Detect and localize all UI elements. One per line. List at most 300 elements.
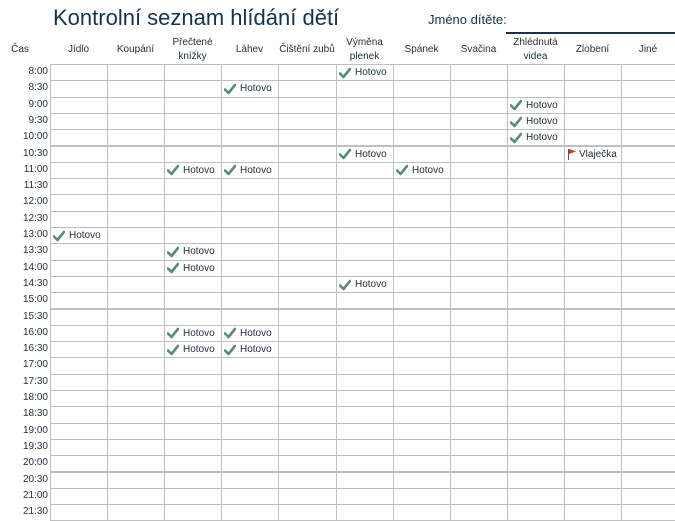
table-cell[interactable] <box>450 80 508 97</box>
table-cell[interactable] <box>564 243 622 260</box>
table-cell[interactable] <box>621 309 675 326</box>
table-cell[interactable] <box>278 390 337 407</box>
table-cell[interactable] <box>621 341 675 358</box>
table-cell[interactable] <box>221 162 279 179</box>
table-cell[interactable] <box>50 113 108 130</box>
table-cell[interactable] <box>164 439 222 456</box>
table-cell[interactable] <box>336 64 394 81</box>
table-cell[interactable] <box>621 162 675 179</box>
table-cell[interactable] <box>336 243 394 260</box>
table-cell[interactable] <box>450 390 508 407</box>
table-cell[interactable] <box>107 243 165 260</box>
table-cell[interactable] <box>221 472 279 489</box>
table-cell[interactable] <box>164 488 222 505</box>
table-cell[interactable] <box>336 97 394 114</box>
table-cell[interactable] <box>621 488 675 505</box>
table-cell[interactable] <box>107 439 165 456</box>
table-cell[interactable] <box>164 227 222 244</box>
table-cell[interactable] <box>393 80 451 97</box>
table-cell[interactable] <box>107 162 165 179</box>
table-cell[interactable] <box>450 113 508 130</box>
table-cell[interactable] <box>507 504 565 521</box>
table-cell[interactable] <box>621 276 675 293</box>
table-cell[interactable] <box>507 211 565 228</box>
table-cell[interactable] <box>221 455 279 472</box>
table-cell[interactable] <box>50 211 108 228</box>
table-cell[interactable] <box>336 406 394 423</box>
table-cell[interactable] <box>164 113 222 130</box>
table-cell[interactable] <box>393 178 451 195</box>
table-cell[interactable] <box>164 97 222 114</box>
table-cell[interactable] <box>164 455 222 472</box>
table-cell[interactable] <box>164 194 222 211</box>
table-cell[interactable] <box>450 309 508 326</box>
table-cell[interactable] <box>278 357 337 374</box>
table-cell[interactable] <box>450 243 508 260</box>
table-cell[interactable] <box>278 488 337 505</box>
table-cell[interactable] <box>450 341 508 358</box>
table-cell[interactable] <box>507 80 565 97</box>
table-cell[interactable] <box>564 129 622 146</box>
table-cell[interactable] <box>336 227 394 244</box>
table-cell[interactable] <box>278 146 337 163</box>
table-cell[interactable] <box>107 423 165 440</box>
table-cell[interactable] <box>393 162 451 179</box>
table-cell[interactable] <box>278 374 337 391</box>
table-cell[interactable] <box>50 64 108 81</box>
table-cell[interactable] <box>278 292 337 309</box>
table-cell[interactable] <box>107 227 165 244</box>
table-cell[interactable] <box>50 472 108 489</box>
table-cell[interactable] <box>164 325 222 342</box>
table-cell[interactable] <box>50 455 108 472</box>
table-cell[interactable] <box>164 309 222 326</box>
table-cell[interactable] <box>221 406 279 423</box>
table-cell[interactable] <box>507 113 565 130</box>
table-cell[interactable] <box>107 80 165 97</box>
table-cell[interactable] <box>50 309 108 326</box>
table-cell[interactable] <box>564 162 622 179</box>
table-cell[interactable] <box>564 504 622 521</box>
table-cell[interactable] <box>450 406 508 423</box>
table-cell[interactable] <box>507 357 565 374</box>
table-cell[interactable] <box>621 97 675 114</box>
table-cell[interactable] <box>393 243 451 260</box>
table-cell[interactable] <box>221 341 279 358</box>
table-cell[interactable] <box>221 113 279 130</box>
table-cell[interactable] <box>50 97 108 114</box>
table-cell[interactable] <box>336 260 394 277</box>
table-cell[interactable] <box>507 309 565 326</box>
table-cell[interactable] <box>621 129 675 146</box>
table-cell[interactable] <box>393 309 451 326</box>
table-cell[interactable] <box>507 423 565 440</box>
table-cell[interactable] <box>107 292 165 309</box>
table-cell[interactable] <box>564 113 622 130</box>
table-cell[interactable] <box>621 64 675 81</box>
table-cell[interactable] <box>564 357 622 374</box>
table-cell[interactable] <box>336 292 394 309</box>
table-cell[interactable] <box>507 243 565 260</box>
table-cell[interactable] <box>621 504 675 521</box>
table-cell[interactable] <box>107 129 165 146</box>
table-cell[interactable] <box>336 129 394 146</box>
table-cell[interactable] <box>221 504 279 521</box>
table-cell[interactable] <box>450 455 508 472</box>
table-cell[interactable] <box>50 504 108 521</box>
table-cell[interactable] <box>221 64 279 81</box>
table-cell[interactable] <box>564 292 622 309</box>
table-cell[interactable] <box>336 504 394 521</box>
table-cell[interactable] <box>107 472 165 489</box>
table-cell[interactable] <box>336 488 394 505</box>
table-cell[interactable] <box>450 162 508 179</box>
table-cell[interactable] <box>164 162 222 179</box>
table-cell[interactable] <box>450 504 508 521</box>
table-cell[interactable] <box>164 243 222 260</box>
table-cell[interactable] <box>221 325 279 342</box>
table-cell[interactable] <box>336 162 394 179</box>
table-cell[interactable] <box>621 390 675 407</box>
table-cell[interactable] <box>278 341 337 358</box>
table-cell[interactable] <box>564 276 622 293</box>
table-cell[interactable] <box>50 292 108 309</box>
table-cell[interactable] <box>221 178 279 195</box>
table-cell[interactable] <box>221 243 279 260</box>
table-cell[interactable] <box>393 423 451 440</box>
table-cell[interactable] <box>393 325 451 342</box>
table-cell[interactable] <box>450 439 508 456</box>
table-cell[interactable] <box>507 406 565 423</box>
table-cell[interactable] <box>621 472 675 489</box>
table-cell[interactable] <box>393 227 451 244</box>
table-cell[interactable] <box>278 162 337 179</box>
table-cell[interactable] <box>564 406 622 423</box>
table-cell[interactable] <box>50 341 108 358</box>
table-cell[interactable] <box>507 455 565 472</box>
table-cell[interactable] <box>621 439 675 456</box>
table-cell[interactable] <box>507 488 565 505</box>
table-cell[interactable] <box>393 406 451 423</box>
table-cell[interactable] <box>450 292 508 309</box>
table-cell[interactable] <box>278 406 337 423</box>
table-cell[interactable] <box>336 80 394 97</box>
table-cell[interactable] <box>50 146 108 163</box>
table-cell[interactable] <box>107 113 165 130</box>
table-cell[interactable] <box>278 97 337 114</box>
table-cell[interactable] <box>221 357 279 374</box>
table-cell[interactable] <box>50 243 108 260</box>
table-cell[interactable] <box>621 211 675 228</box>
table-cell[interactable] <box>450 276 508 293</box>
table-cell[interactable] <box>221 146 279 163</box>
table-cell[interactable] <box>564 390 622 407</box>
table-cell[interactable] <box>621 406 675 423</box>
table-cell[interactable] <box>336 178 394 195</box>
table-cell[interactable] <box>336 455 394 472</box>
table-cell[interactable] <box>336 146 394 163</box>
table-cell[interactable] <box>164 472 222 489</box>
table-cell[interactable] <box>450 488 508 505</box>
table-cell[interactable] <box>164 80 222 97</box>
table-cell[interactable] <box>393 194 451 211</box>
table-cell[interactable] <box>107 178 165 195</box>
table-cell[interactable] <box>621 455 675 472</box>
table-cell[interactable] <box>278 243 337 260</box>
table-cell[interactable] <box>278 80 337 97</box>
table-cell[interactable] <box>450 146 508 163</box>
table-cell[interactable] <box>107 211 165 228</box>
table-cell[interactable] <box>393 374 451 391</box>
table-cell[interactable] <box>393 439 451 456</box>
table-cell[interactable] <box>164 390 222 407</box>
table-cell[interactable] <box>336 357 394 374</box>
table-cell[interactable] <box>107 357 165 374</box>
child-name-field[interactable] <box>510 12 670 30</box>
table-cell[interactable] <box>221 309 279 326</box>
table-cell[interactable] <box>450 211 508 228</box>
table-cell[interactable] <box>450 260 508 277</box>
table-cell[interactable] <box>221 211 279 228</box>
table-cell[interactable] <box>450 357 508 374</box>
table-cell[interactable] <box>278 64 337 81</box>
table-cell[interactable] <box>107 325 165 342</box>
table-cell[interactable] <box>50 325 108 342</box>
table-cell[interactable] <box>278 211 337 228</box>
table-cell[interactable] <box>336 325 394 342</box>
table-cell[interactable] <box>621 113 675 130</box>
table-cell[interactable] <box>278 325 337 342</box>
table-cell[interactable] <box>393 64 451 81</box>
table-cell[interactable] <box>621 325 675 342</box>
table-cell[interactable] <box>564 309 622 326</box>
table-cell[interactable] <box>107 309 165 326</box>
table-cell[interactable] <box>278 260 337 277</box>
table-cell[interactable] <box>221 488 279 505</box>
table-cell[interactable] <box>564 472 622 489</box>
table-cell[interactable] <box>393 260 451 277</box>
table-cell[interactable] <box>393 488 451 505</box>
table-cell[interactable] <box>507 292 565 309</box>
table-cell[interactable] <box>107 455 165 472</box>
table-cell[interactable] <box>278 194 337 211</box>
table-cell[interactable] <box>107 504 165 521</box>
table-cell[interactable] <box>164 504 222 521</box>
table-cell[interactable] <box>393 211 451 228</box>
table-cell[interactable] <box>107 97 165 114</box>
table-cell[interactable] <box>278 472 337 489</box>
table-cell[interactable] <box>50 162 108 179</box>
table-cell[interactable] <box>507 146 565 163</box>
table-cell[interactable] <box>221 129 279 146</box>
table-cell[interactable] <box>50 227 108 244</box>
table-cell[interactable] <box>50 260 108 277</box>
table-cell[interactable] <box>278 178 337 195</box>
table-cell[interactable] <box>221 194 279 211</box>
table-cell[interactable] <box>107 260 165 277</box>
table-cell[interactable] <box>393 504 451 521</box>
table-cell[interactable] <box>507 97 565 114</box>
table-cell[interactable] <box>450 325 508 342</box>
table-cell[interactable] <box>393 129 451 146</box>
table-cell[interactable] <box>221 423 279 440</box>
table-cell[interactable] <box>50 129 108 146</box>
table-cell[interactable] <box>107 276 165 293</box>
table-cell[interactable] <box>507 260 565 277</box>
table-cell[interactable] <box>278 113 337 130</box>
table-cell[interactable] <box>564 439 622 456</box>
table-cell[interactable] <box>621 357 675 374</box>
table-cell[interactable] <box>621 260 675 277</box>
table-cell[interactable] <box>564 146 622 163</box>
table-cell[interactable] <box>164 64 222 81</box>
table-cell[interactable] <box>393 113 451 130</box>
table-cell[interactable] <box>564 194 622 211</box>
table-cell[interactable] <box>507 390 565 407</box>
table-cell[interactable] <box>336 374 394 391</box>
table-cell[interactable] <box>336 211 394 228</box>
table-cell[interactable] <box>278 309 337 326</box>
table-cell[interactable] <box>450 129 508 146</box>
table-cell[interactable] <box>336 194 394 211</box>
table-cell[interactable] <box>50 423 108 440</box>
table-cell[interactable] <box>278 423 337 440</box>
table-cell[interactable] <box>393 292 451 309</box>
table-cell[interactable] <box>107 194 165 211</box>
table-cell[interactable] <box>507 325 565 342</box>
table-cell[interactable] <box>450 374 508 391</box>
table-cell[interactable] <box>164 178 222 195</box>
table-cell[interactable] <box>336 423 394 440</box>
table-cell[interactable] <box>507 276 565 293</box>
table-cell[interactable] <box>164 129 222 146</box>
table-cell[interactable] <box>221 374 279 391</box>
table-cell[interactable] <box>450 64 508 81</box>
table-cell[interactable] <box>50 488 108 505</box>
table-cell[interactable] <box>107 406 165 423</box>
table-cell[interactable] <box>621 374 675 391</box>
table-cell[interactable] <box>393 390 451 407</box>
table-cell[interactable] <box>393 357 451 374</box>
table-cell[interactable] <box>621 146 675 163</box>
table-cell[interactable] <box>278 227 337 244</box>
table-cell[interactable] <box>50 276 108 293</box>
table-cell[interactable] <box>393 276 451 293</box>
table-cell[interactable] <box>621 194 675 211</box>
table-cell[interactable] <box>450 194 508 211</box>
table-cell[interactable] <box>564 260 622 277</box>
table-cell[interactable] <box>507 227 565 244</box>
table-cell[interactable] <box>50 357 108 374</box>
table-cell[interactable] <box>107 341 165 358</box>
table-cell[interactable] <box>621 423 675 440</box>
table-cell[interactable] <box>564 325 622 342</box>
table-cell[interactable] <box>107 374 165 391</box>
table-cell[interactable] <box>564 374 622 391</box>
table-cell[interactable] <box>393 472 451 489</box>
table-cell[interactable] <box>507 64 565 81</box>
table-cell[interactable] <box>564 227 622 244</box>
table-cell[interactable] <box>221 260 279 277</box>
table-cell[interactable] <box>221 390 279 407</box>
table-cell[interactable] <box>621 243 675 260</box>
table-cell[interactable] <box>393 341 451 358</box>
table-cell[interactable] <box>336 472 394 489</box>
table-cell[interactable] <box>221 227 279 244</box>
table-cell[interactable] <box>278 439 337 456</box>
table-cell[interactable] <box>164 146 222 163</box>
table-cell[interactable] <box>50 439 108 456</box>
table-cell[interactable] <box>50 406 108 423</box>
table-cell[interactable] <box>107 64 165 81</box>
table-cell[interactable] <box>221 292 279 309</box>
table-cell[interactable] <box>393 455 451 472</box>
table-cell[interactable] <box>507 194 565 211</box>
table-cell[interactable] <box>336 309 394 326</box>
table-cell[interactable] <box>564 488 622 505</box>
table-cell[interactable] <box>164 276 222 293</box>
table-cell[interactable] <box>164 423 222 440</box>
table-cell[interactable] <box>107 488 165 505</box>
table-cell[interactable] <box>107 390 165 407</box>
table-cell[interactable] <box>621 292 675 309</box>
table-cell[interactable] <box>507 162 565 179</box>
table-cell[interactable] <box>564 341 622 358</box>
table-cell[interactable] <box>621 227 675 244</box>
table-cell[interactable] <box>50 80 108 97</box>
table-cell[interactable] <box>507 129 565 146</box>
table-cell[interactable] <box>336 113 394 130</box>
table-cell[interactable] <box>450 227 508 244</box>
table-cell[interactable] <box>278 129 337 146</box>
table-cell[interactable] <box>450 423 508 440</box>
table-cell[interactable] <box>221 276 279 293</box>
table-cell[interactable] <box>278 504 337 521</box>
table-cell[interactable] <box>564 97 622 114</box>
table-cell[interactable] <box>50 374 108 391</box>
table-cell[interactable] <box>164 260 222 277</box>
table-cell[interactable] <box>336 439 394 456</box>
table-cell[interactable] <box>164 292 222 309</box>
table-cell[interactable] <box>50 178 108 195</box>
table-cell[interactable] <box>564 80 622 97</box>
table-cell[interactable] <box>564 423 622 440</box>
table-cell[interactable] <box>50 390 108 407</box>
table-cell[interactable] <box>507 341 565 358</box>
table-cell[interactable] <box>164 357 222 374</box>
table-cell[interactable] <box>336 276 394 293</box>
table-cell[interactable] <box>564 455 622 472</box>
table-cell[interactable] <box>393 97 451 114</box>
table-cell[interactable] <box>221 439 279 456</box>
table-cell[interactable] <box>107 146 165 163</box>
table-cell[interactable] <box>564 211 622 228</box>
table-cell[interactable] <box>164 406 222 423</box>
table-cell[interactable] <box>564 178 622 195</box>
table-cell[interactable] <box>507 472 565 489</box>
table-cell[interactable] <box>564 64 622 81</box>
table-cell[interactable] <box>450 472 508 489</box>
table-cell[interactable] <box>221 80 279 97</box>
table-cell[interactable] <box>164 211 222 228</box>
table-cell[interactable] <box>450 97 508 114</box>
table-cell[interactable] <box>164 374 222 391</box>
table-cell[interactable] <box>621 178 675 195</box>
table-cell[interactable] <box>221 97 279 114</box>
table-cell[interactable] <box>621 80 675 97</box>
table-cell[interactable] <box>507 374 565 391</box>
table-cell[interactable] <box>507 439 565 456</box>
